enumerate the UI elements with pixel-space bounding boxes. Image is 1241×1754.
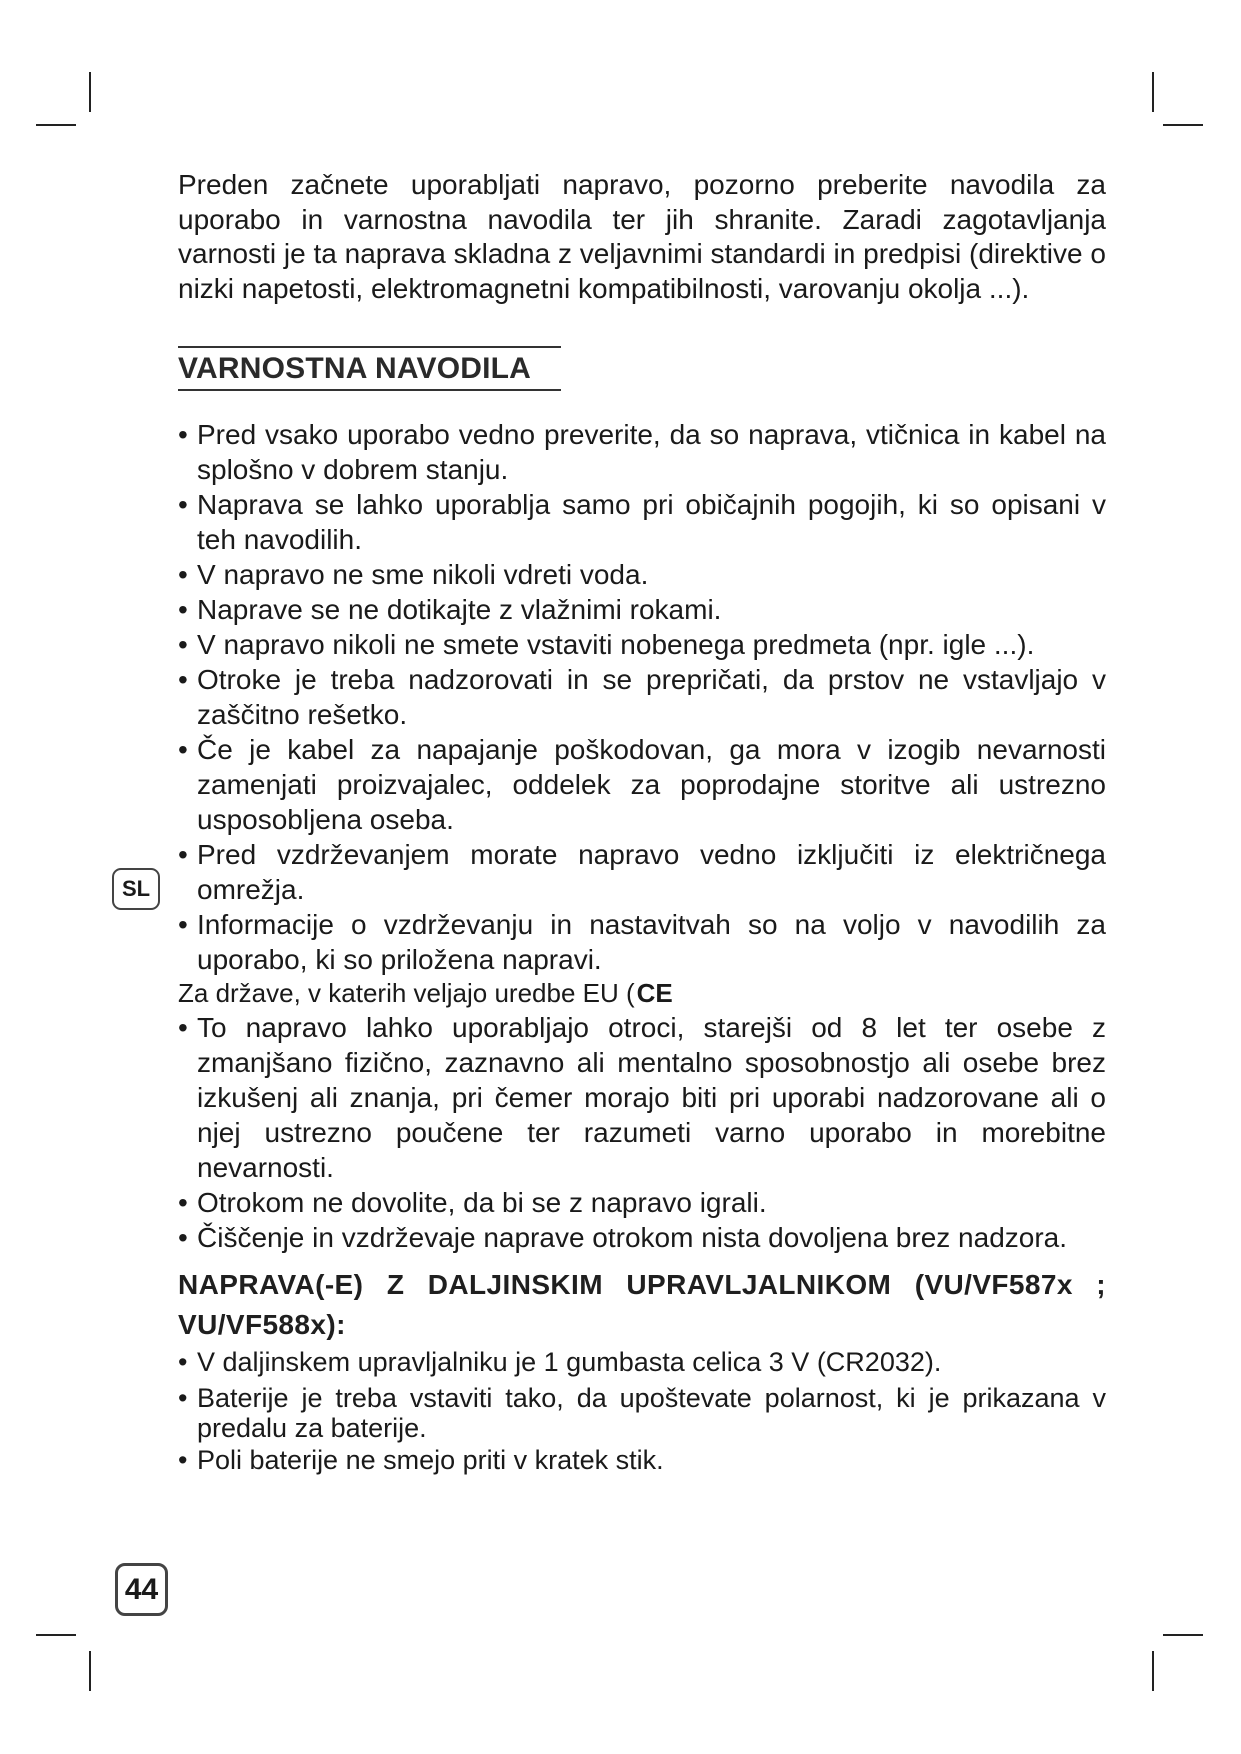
crop-mark-top-left-h — [36, 124, 76, 126]
safety-section-title: VARNOSTNA NAVODILA — [178, 346, 561, 391]
list-item: • Baterije je treba vstaviti tako, da upoštevate polarnost, ki je prikazana v predalu za baterije. — [178, 1383, 1106, 1443]
list-item: • Pred vzdrževanjem morate napravo vedno izključiti iz električnega omrežja. — [178, 837, 1106, 907]
crop-mark-bottom-right-h — [1163, 1634, 1203, 1636]
eu-regulation-line — [178, 977, 1106, 1010]
language-badge: SL — [112, 868, 160, 910]
remote-list — [178, 1345, 1106, 1477]
list-item: • Čiščenje in vzdrževaje naprave otrokom nista dovoljena brez nadzora. — [178, 1220, 1106, 1255]
list-item: • V daljinskem upravljalniku je 1 gumbasta celica 3 V (CR2032). — [178, 1345, 1106, 1379]
crop-mark-top-left-v — [89, 72, 91, 112]
crop-mark-bottom-right-v — [1152, 1651, 1154, 1691]
crop-mark-top-right-h — [1163, 124, 1203, 126]
list-item: • Pred vsako uporabo vedno preverite, da so naprava, vtičnica in kabel na splošno v dobrem stanju. — [178, 417, 1106, 487]
crop-mark-top-right-v — [1152, 72, 1154, 112]
list-item: • Poli baterije ne smejo priti v kratek stik. — [178, 1443, 1106, 1477]
list-item: • To napravo lahko uporabljajo otroci, starejši od 8 let ter osebe z zmanjšano fizično, zaznavno ali mentalno sposobnostjo ali osebe brez izkušenj ali znanja, pri čemer morajo biti pri uporabi nadzorovane ali o njej ustrezno poučene ter razumeti varno uporabo in morebitne nevarnosti. — [178, 1010, 1106, 1185]
list-item: • Informacije o vzdrževanju in nastavitvah so na voljo v navodilih za uporabo, ki so priložena napravi. — [178, 907, 1106, 977]
intro-paragraph: Preden začnete uporabljati napravo, pozorno preberite navodila za uporabo in varnostna navodila ter jih shranite. Zaradi zagotavljanja varnosti je ta naprava skladna z veljavnimi standardi in predpisi (direktive o nizki napetosti, elektromagnetni kompatibilnosti, varovanju okolja ...). — [178, 169, 1106, 304]
crop-mark-bottom-left-h — [36, 1634, 76, 1636]
list-item: • V napravo nikoli ne smete vstaviti nobenega predmeta (npr. igle ...). — [178, 627, 1106, 662]
remote-section-title: NAPRAVA(-E) Z DALJINSKIM UPRAVLJALNIKOM (VU/VF587x ; VU/VF588x): — [178, 1269, 1106, 1340]
list-item: • V napravo ne sme nikoli vdreti voda. — [178, 557, 1106, 592]
eu-list — [178, 1010, 1106, 1255]
list-item: • Če je kabel za napajanje poškodovan, ga mora v izogib nevarnosti zamenjati proizvajalec, oddelek za poprodajne storitve ali ustrezno usposobljena oseba. — [178, 732, 1106, 837]
list-item: • Otroke je treba nadzorovati in se prepričati, da prstov ne vstavljajo v zaščitno rešetko. — [178, 662, 1106, 732]
list-item: • Naprava se lahko uporablja samo pri običajnih pogojih, ki so opisani v teh navodilih. — [178, 487, 1106, 557]
list-item: • Naprave se ne dotikajte z vlažnimi rokami. — [178, 592, 1106, 627]
crop-mark-bottom-left-v — [89, 1651, 91, 1691]
list-item: • Otrokom ne dovolite, da bi se z napravo igrali. — [178, 1185, 1106, 1220]
ce-mark-icon: CE — [636, 978, 673, 1008]
page-content — [178, 168, 1106, 1477]
page-number: 44 — [115, 1563, 168, 1616]
eu-regulation-text: Za države, v katerih veljajo uredbe EU ( — [178, 978, 635, 1008]
safety-list — [178, 417, 1106, 977]
